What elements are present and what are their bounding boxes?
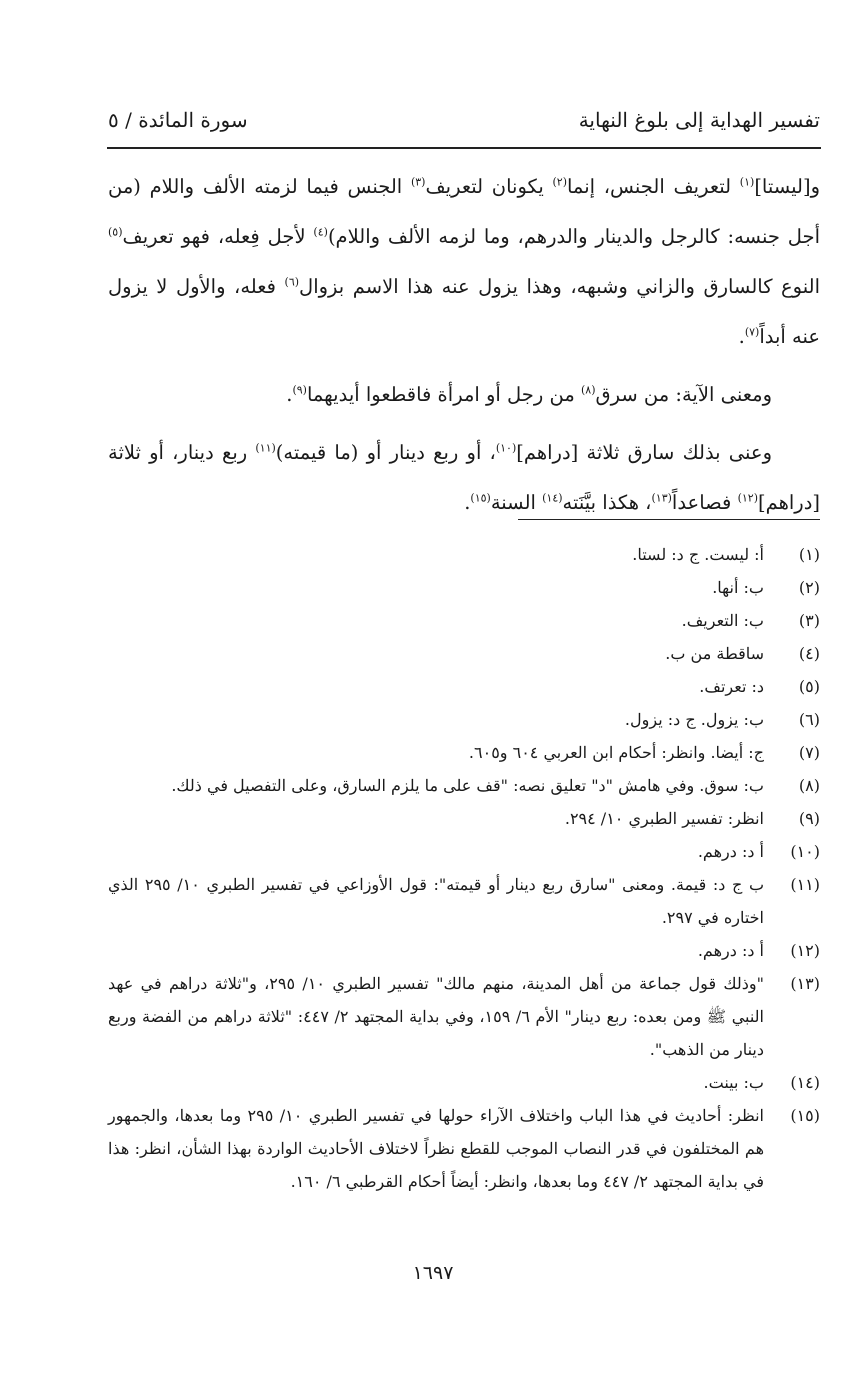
footnote-number: (٤)	[798, 644, 820, 663]
paragraph-1	[108, 162, 820, 362]
footnote-text: "وذلك قول جماعة من أهل المدينة، منهم مالك" تفسير الطبري ١٠/ ٢٩٥، و"ثلاثة دراهم في عهد النبي ﷺ ومن بعده: ربع دينار" الأم ٦/ ١٥٩، وفي بداية المجتهد ٢/ ٤٤٧: "ثلاثة دراهم من الفضة وربع دينار من الذهب".	[108, 974, 765, 1059]
footnote-number: (١)	[798, 545, 820, 564]
text-run: النوع كالسارق والزاني وشبهه، وهذا يزول عنه هذا الاسم بزوال	[299, 275, 820, 298]
footnote-ref: (٤)	[313, 225, 328, 239]
footnote-text: ساقطة من ب.	[665, 644, 764, 663]
footnote-ref: (٥)	[108, 225, 123, 239]
footnote-text: أ د: درهم.	[697, 941, 764, 960]
footnote-text: د: تعرتف.	[699, 677, 764, 696]
footnote	[108, 670, 820, 703]
paragraph-3	[108, 428, 820, 528]
footnote-number: (٨)	[798, 776, 820, 795]
text-run: ومعنى الآية: من سرق	[595, 383, 772, 406]
text-run: لأجل فِعله، فهو تعريف	[122, 225, 314, 248]
footnote-text: انظر: أحاديث في هذا الباب واختلاف الآراء حولها في تفسير الطبري ١٠/ ٢٩٥ وما بعدها، والجمهور هم المختلفون في قدر النصاب الموجب للقطع نظراً لاختلاف الأحاديث الواردة بهذا الشأن، انظر: هذا في بداية المجتهد ٢/ ٤٤٧ وما بعدها، وانظر: أيضاً أحكام القرطبي ٦/ ١٦٠.	[108, 1106, 764, 1191]
text-run: ، أو ربع دينار أو (ما قيمته)	[275, 441, 496, 464]
footnote-number: (١٢)	[790, 941, 820, 960]
footnote-number: (١٥)	[790, 1106, 820, 1125]
footnote-number: (٢)	[798, 578, 820, 597]
surah-label: سورة المائدة / ٥	[108, 108, 248, 132]
text-run: يكونان لتعريف	[425, 175, 553, 198]
page-number: ١٦٩٧	[412, 1262, 454, 1284]
footnote-ref: (٣)	[410, 175, 426, 189]
footnote	[108, 571, 820, 604]
footnote-number: (١٠)	[790, 842, 820, 861]
footnote-ref: (٦)	[284, 275, 300, 289]
footnote	[108, 967, 820, 1066]
text-run: .	[286, 383, 293, 406]
running-header	[108, 100, 820, 140]
footnote	[108, 637, 820, 670]
footnote-ref: (١)	[739, 175, 755, 189]
footnote	[108, 703, 820, 736]
text-run: من رجل أو امرأة فاقطعوا أيديهما	[306, 383, 581, 406]
footnote-number: (٩)	[798, 809, 820, 828]
footnote-number: (٥)	[798, 677, 820, 696]
text-run: و[ليستا]	[754, 175, 820, 198]
footnote-ref: (١٣)	[651, 491, 672, 505]
header-rule	[107, 147, 821, 149]
text-run: ، هكذا بيَّنَته	[562, 491, 652, 514]
footnote	[108, 1099, 820, 1198]
footnote	[108, 604, 820, 637]
footnote-ref: (١٥)	[470, 491, 491, 505]
footnote	[108, 1066, 820, 1099]
footnote-number: (١٤)	[790, 1073, 820, 1092]
footnote-number: (١١)	[790, 875, 820, 894]
footnote	[108, 736, 820, 769]
footnote-number: (٧)	[798, 743, 820, 762]
footnote-number: (٦)	[798, 710, 820, 729]
text-run: وعنى بذلك سارق ثلاثة [دراهم]	[516, 441, 772, 464]
footnote	[108, 538, 820, 571]
footnote-text: أ: ليست. ج د: لستا.	[632, 545, 764, 564]
footnote-ref: (٢)	[552, 175, 567, 189]
footnote-ref: (٨)	[580, 383, 596, 397]
text-run: الجنس فيما لزمته الألف واللام (من أجل جنسه: كالرجل والدينار والدرهم، وما لزمه الألف واللام)	[108, 175, 820, 248]
text-run: .	[464, 491, 471, 514]
text-run: فعله، والأول لا يزول عنه أبداً	[108, 275, 820, 348]
footnote-ref: (١٠)	[495, 441, 517, 455]
paragraph-2	[108, 370, 820, 420]
footnote-ref: (١١)	[255, 441, 276, 455]
footnote-text: ب: يزول. ج د: يزول.	[624, 710, 764, 729]
footnote	[108, 868, 820, 934]
text-run: لتعريف الجنس، إنما	[566, 175, 740, 198]
footnote-text: ب ج د: قيمة. ومعنى "سارق ربع دينار أو قيمته": قول الأوزاعي في تفسير الطبري ١٠/ ٢٩٥ الذي اختاره في ٢٩٧.	[108, 875, 765, 927]
footnote-text: أ د: درهم.	[697, 842, 764, 861]
footnote-ref: (١٢)	[737, 491, 758, 505]
text-run: .	[738, 325, 745, 348]
footnote	[108, 934, 820, 967]
book-title: تفسير الهداية إلى بلوغ النهاية	[578, 108, 820, 132]
footnote-text: ب: التعريف.	[681, 611, 764, 630]
footnote-text: ج: أيضا. وانظر: أحكام ابن العربي ٦٠٤ و٦٠٥.	[468, 743, 764, 762]
footnote-text: ب: سوق. وفي هامش "د" تعليق نصه: "قف على ما يلزم السارق، وعلى التفصيل في ذلك.	[171, 776, 764, 795]
footnote	[108, 835, 820, 868]
text-run: السنة	[490, 491, 543, 514]
footnote-text: ب: بينت.	[703, 1073, 764, 1092]
footnote	[108, 769, 820, 802]
footnote	[108, 802, 820, 835]
footnote-text: انظر: تفسير الطبري ١٠/ ٢٩٤.	[564, 809, 764, 828]
footnote-separator	[518, 519, 820, 520]
footnote-text: ب: أنها.	[712, 578, 764, 597]
footnote-number: (١٣)	[790, 974, 820, 993]
footnote-ref: (٩)	[292, 383, 307, 397]
text-run: فصاعداً	[671, 491, 738, 514]
footnote-ref: (٧)	[744, 325, 760, 339]
main-text	[108, 162, 820, 528]
footnote-ref: (١٤)	[542, 491, 563, 505]
footnotes	[108, 538, 820, 1198]
text-run: ربع دينار، أو ثلاثة [دراهم]	[108, 441, 820, 514]
footnote-number: (٣)	[798, 611, 820, 630]
